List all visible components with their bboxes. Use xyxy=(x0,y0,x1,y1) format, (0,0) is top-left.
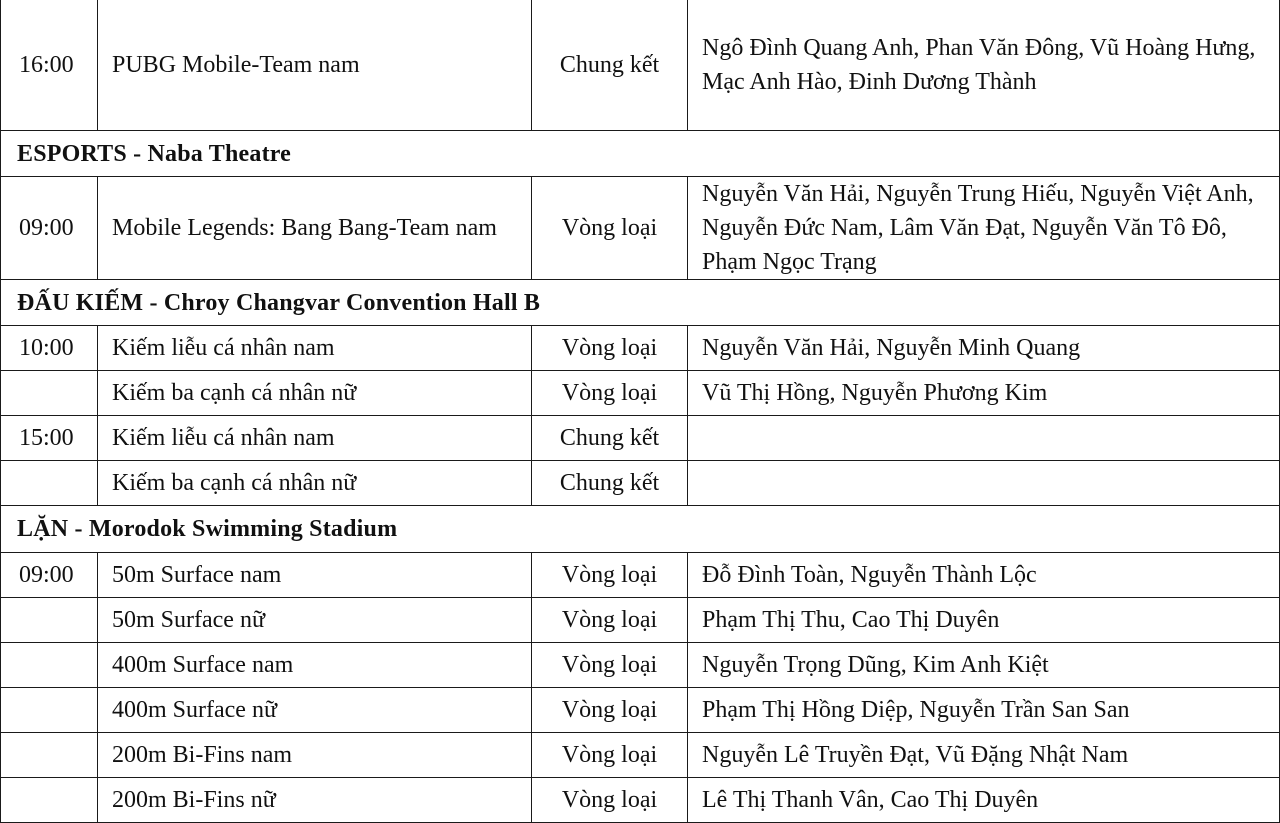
section-header-row xyxy=(1,280,1280,326)
athletes-cell xyxy=(688,461,1280,506)
event-cell: Kiếm liễu cá nhân nam xyxy=(98,416,532,461)
athletes-cell: Lê Thị Thanh Vân, Cao Thị Duyên xyxy=(688,778,1280,823)
time-cell: 16:00 xyxy=(1,0,98,131)
table-row xyxy=(1,326,1280,371)
athletes-cell: Ngô Đình Quang Anh, Phan Văn Đông, Vũ Hoàng Hưng, Mạc Anh Hào, Đinh Dương Thành xyxy=(688,0,1280,131)
event-cell: PUBG Mobile-Team nam xyxy=(98,0,532,131)
round-cell: Chung kết xyxy=(532,461,688,506)
table-row xyxy=(1,643,1280,688)
event-cell: Kiếm ba cạnh cá nhân nữ xyxy=(98,371,532,416)
section-header-row xyxy=(1,506,1280,553)
event-cell: Mobile Legends: Bang Bang-Team nam xyxy=(98,177,532,280)
table-row xyxy=(1,371,1280,416)
table-row xyxy=(1,461,1280,506)
section-title: LẶN - Morodok Swimming Stadium xyxy=(1,506,1280,553)
table-row xyxy=(1,416,1280,461)
athletes-cell: Nguyễn Lê Truyền Đạt, Vũ Đặng Nhật Nam xyxy=(688,733,1280,778)
table-row xyxy=(1,688,1280,733)
time-cell: 09:00 xyxy=(1,553,98,598)
round-cell: Vòng loại xyxy=(532,733,688,778)
athletes-cell: Nguyễn Trọng Dũng, Kim Anh Kiệt xyxy=(688,643,1280,688)
round-cell: Vòng loại xyxy=(532,598,688,643)
event-cell: 50m Surface nam xyxy=(98,553,532,598)
section-title: ESPORTS - Naba Theatre xyxy=(1,131,1280,177)
time-cell: 10:00 xyxy=(1,326,98,371)
event-cell: Kiếm ba cạnh cá nhân nữ xyxy=(98,461,532,506)
round-cell: Chung kết xyxy=(532,416,688,461)
athletes-cell: Phạm Thị Thu, Cao Thị Duyên xyxy=(688,598,1280,643)
table-row xyxy=(1,733,1280,778)
time-cell xyxy=(1,461,98,506)
event-cell: 400m Surface nữ xyxy=(98,688,532,733)
table-row xyxy=(1,0,1280,131)
round-cell: Chung kết xyxy=(532,0,688,131)
section-title: ĐẤU KIẾM - Chroy Changvar Convention Hall B xyxy=(1,280,1280,326)
schedule-body xyxy=(1,0,1280,823)
athletes-cell: Phạm Thị Hồng Diệp, Nguyễn Trần San San xyxy=(688,688,1280,733)
time-cell xyxy=(1,688,98,733)
time-cell: 15:00 xyxy=(1,416,98,461)
time-cell xyxy=(1,643,98,688)
round-cell: Vòng loại xyxy=(532,643,688,688)
athletes-cell: Vũ Thị Hồng, Nguyễn Phương Kim xyxy=(688,371,1280,416)
table-row xyxy=(1,177,1280,280)
round-cell: Vòng loại xyxy=(532,371,688,416)
event-cell: 50m Surface nữ xyxy=(98,598,532,643)
event-cell: Kiếm liễu cá nhân nam xyxy=(98,326,532,371)
time-cell xyxy=(1,371,98,416)
round-cell: Vòng loại xyxy=(532,688,688,733)
time-cell xyxy=(1,733,98,778)
event-cell: 200m Bi-Fins nam xyxy=(98,733,532,778)
event-cell: 400m Surface nam xyxy=(98,643,532,688)
round-cell: Vòng loại xyxy=(532,553,688,598)
table-row xyxy=(1,598,1280,643)
round-cell: Vòng loại xyxy=(532,177,688,280)
athletes-cell: Nguyễn Văn Hải, Nguyễn Trung Hiếu, Nguyễn Việt Anh, Nguyễn Đức Nam, Lâm Văn Đạt, Nguyễn Văn Tô Đô, Phạm Ngọc Trạng xyxy=(688,177,1280,280)
athletes-cell xyxy=(688,416,1280,461)
round-cell: Vòng loại xyxy=(532,778,688,823)
event-cell: 200m Bi-Fins nữ xyxy=(98,778,532,823)
time-cell: 09:00 xyxy=(1,177,98,280)
athletes-cell: Đỗ Đình Toàn, Nguyễn Thành Lộc xyxy=(688,553,1280,598)
section-header-row xyxy=(1,131,1280,177)
round-cell: Vòng loại xyxy=(532,326,688,371)
athletes-cell: Nguyễn Văn Hải, Nguyễn Minh Quang xyxy=(688,326,1280,371)
time-cell xyxy=(1,598,98,643)
table-row xyxy=(1,553,1280,598)
